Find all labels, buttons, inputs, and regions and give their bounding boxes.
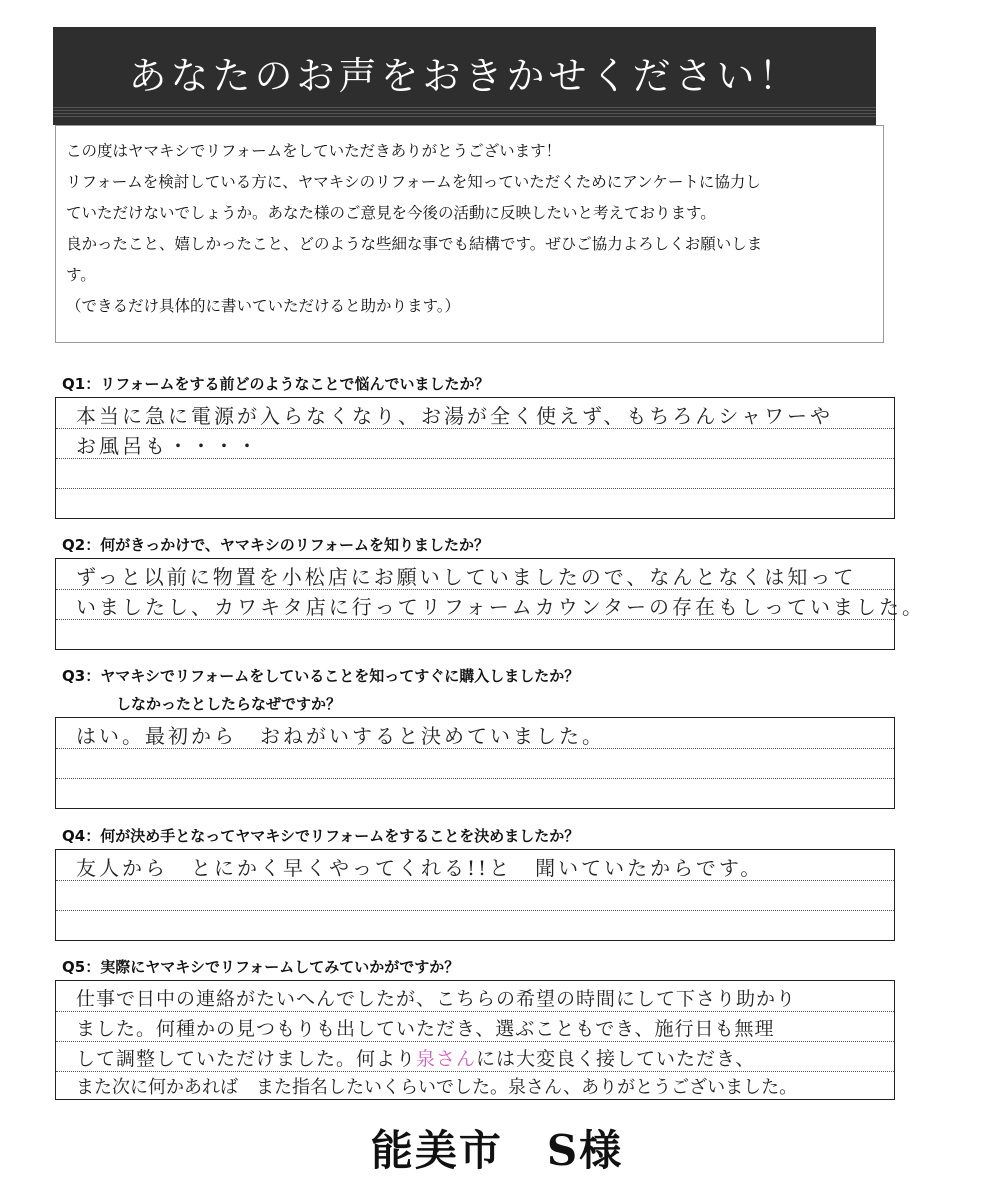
- header-banner: [53, 27, 876, 125]
- answer-text: して調整していただけました。何より: [76, 1048, 417, 1070]
- intro-line: 良かったこと、嬉しかったこと、どのような些細な事でも結構です。ぜひご協力よろしくお願いしま: [66, 235, 763, 253]
- question-3-sublabel: しなかったとしたらなぜですか？: [116, 695, 342, 713]
- answer-rule: [56, 910, 894, 911]
- handwritten-answer-line: 本当に急に電源が入らなくなり、お湯が全く使えず、もちろんシャワーや: [76, 404, 833, 428]
- answer-rule: [56, 1041, 894, 1042]
- handwritten-answer-line: 友人から とにかく早くやってくれる!!と 聞いていたからです。: [76, 856, 764, 880]
- answer-box-3: [55, 717, 895, 809]
- intro-line: リフォームを検討している方に、ヤマキシのリフォームを知っていただくためにアンケートに協力し: [66, 173, 761, 191]
- question-5-label: Q5：実際にヤマキシでリフォームしてみていかがですか？: [62, 958, 460, 976]
- handwritten-answer-line: いましたし、カワキタ店に行ってリフォームカウンターの存在もしっていました。: [76, 595, 925, 619]
- handwritten-answer-line: はい。最初から おねがいすると決めていました。: [76, 724, 605, 748]
- answer-rule: [56, 778, 894, 779]
- intro-line: （できるだけ具体的に書いていただけると助かります。）: [66, 297, 461, 315]
- question-3-label: Q3：ヤマキシでリフォームをしていることを知ってすぐに購入しましたか？: [62, 667, 580, 685]
- handwritten-answer-line: ました。何種かの見つもりも出していただき、選ぶこともでき、施行日も無理: [76, 1018, 775, 1040]
- handwritten-answer-line: また次に何かあれば また指名したいくらいでした。泉さん、ありがとうございました。: [76, 1077, 798, 1098]
- answer-rule: [56, 1071, 894, 1072]
- intro-line: ていただけないでしょうか。あなた様のご意見を今後の活動に反映したいと考えております。: [66, 204, 716, 222]
- answer-box-2: [55, 558, 925, 650]
- answer-rule: [56, 488, 894, 489]
- highlighted-staff-name: 泉さん: [416, 1048, 477, 1070]
- customer-signature: 能美市 S様: [370, 1126, 624, 1175]
- question-2-label: Q2：何がきっかけで、ヤマキシのリフォームを知りましたか？: [62, 536, 489, 554]
- answer-box-4: [55, 849, 895, 941]
- answer-box-1: [55, 397, 895, 519]
- handwritten-answer-line: ずっと以前に物置を小松店にお願いしていましたので、なんとなくは知って: [76, 565, 857, 589]
- handwritten-answer-line: [76, 1044, 755, 1071]
- question-4-label: Q4：何が決め手となってヤマキシでリフォームをすることを決めましたか？: [62, 827, 580, 845]
- intro-box: [55, 125, 884, 343]
- answer-box-5: [55, 980, 895, 1100]
- handwritten-answer-line: お風呂も・・・・: [76, 434, 260, 458]
- intro-line: す。: [66, 266, 96, 284]
- answer-text: には大変良く接していただき、: [476, 1048, 756, 1070]
- page-title: あなたのお声をおきかせください！: [128, 54, 801, 98]
- question-1-label: Q1：リフォームをする前どのようなことで悩んでいましたか？: [62, 375, 490, 393]
- intro-line: この度はヤマキシでリフォームをしていただきありがとうございます！: [66, 142, 562, 160]
- handwritten-answer-line: 仕事で日中の連絡がたいへんでしたが、こちらの希望の時間にして下さり助かり: [76, 988, 797, 1010]
- answer-rule: [56, 1011, 894, 1012]
